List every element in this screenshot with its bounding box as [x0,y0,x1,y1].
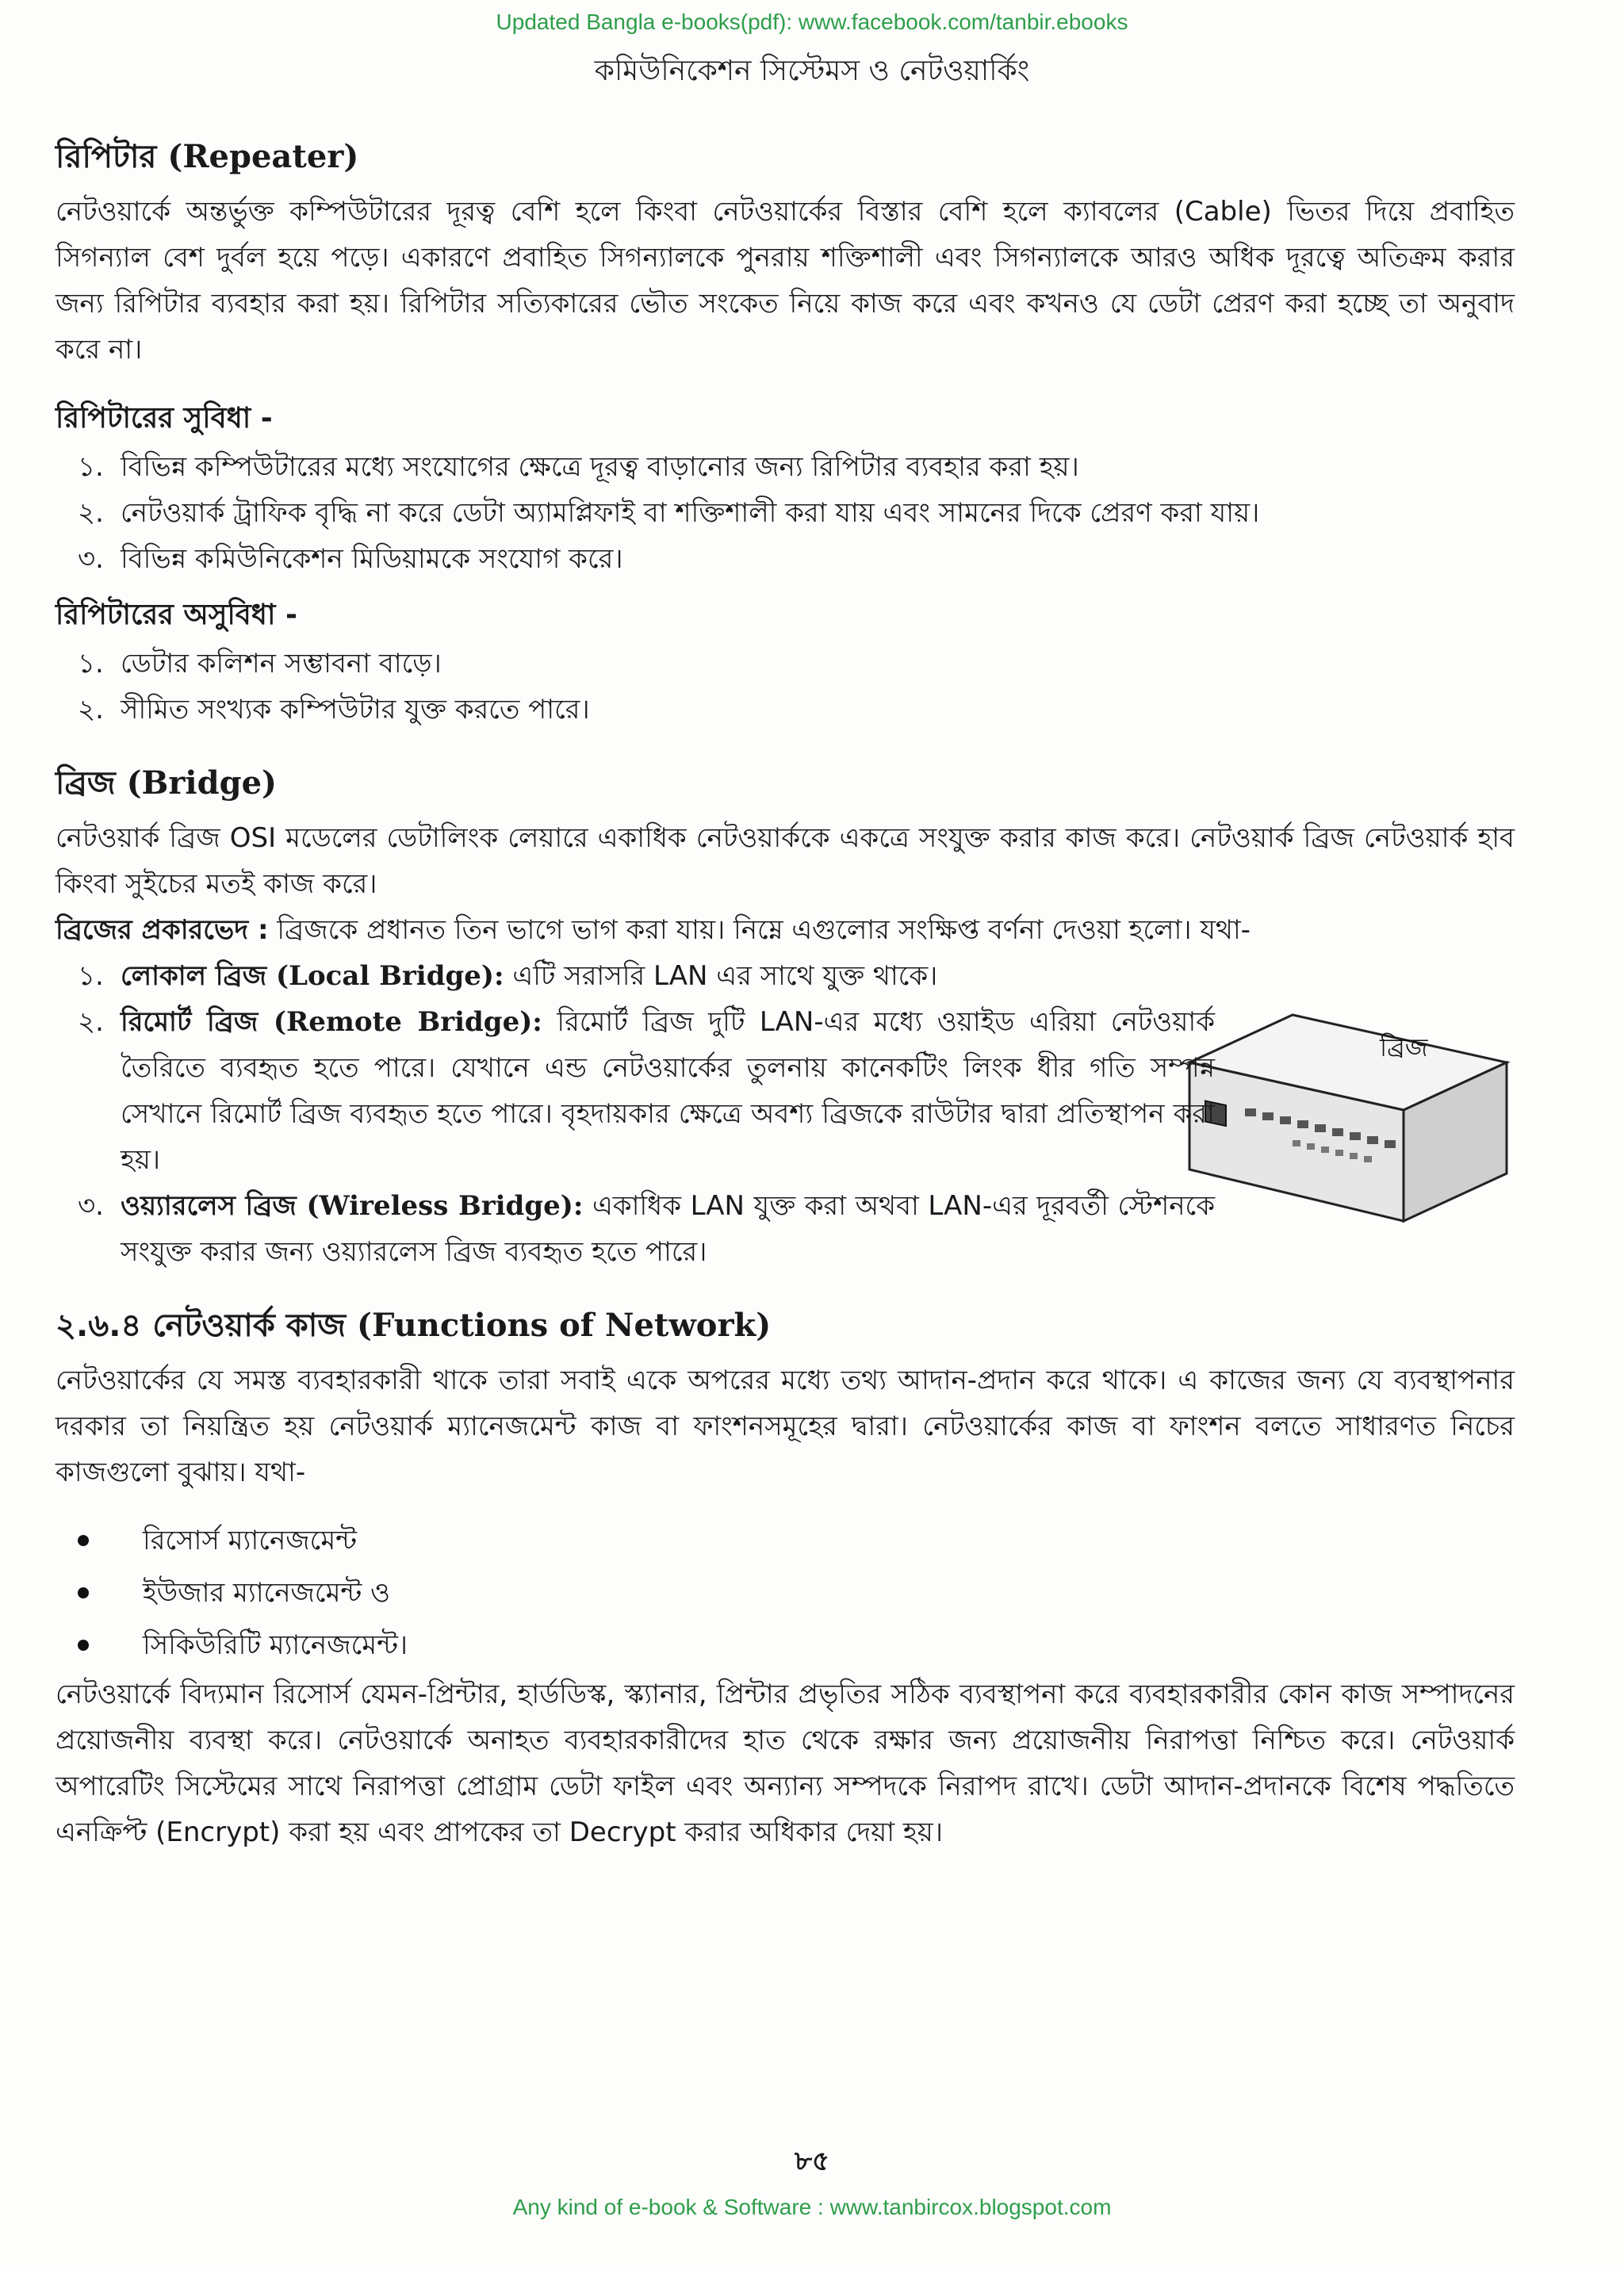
bridge-heading [56,761,1515,806]
bullet-icon [78,1587,89,1598]
list-item [56,953,1215,999]
list-item [56,1567,1515,1619]
repeater-advantages-heading: রিপিটারের সুবিধা - [56,402,273,434]
list-item [56,1183,1215,1275]
list-text: রিসোর্স ম্যানেজমেন্ট [143,1525,357,1556]
list-text: সিকিউরিটি ম্যানেজমেন্ট। [143,1629,408,1661]
running-header: কমিউনিকেশন সিস্টেমস ও নেটওয়ার্কিং [594,55,1030,87]
list-item [56,490,1515,536]
list-text: নেটওয়ার্ক ট্রাফিক বৃদ্ধি না করে ডেটা অ্যামপ্লিফাই বা শক্তিশালী করা যায় এবং সামনের দিকে প্রেরণ করা যায়। [121,497,1260,529]
term-bn: রিমোর্ট ব্রিজ [121,1006,259,1038]
list-text: ইউজার ম্যানেজমেন্ট ও [143,1577,391,1609]
list-item [56,444,1515,490]
list-item [56,641,1515,687]
list-term [121,1190,583,1222]
list-text: একাধিক LAN যুক্ত করা অথবা LAN-এর দূরবর্তী স্টেশনকে সংযুক্ত করার জন্য ওয়্যারলেস ব্রিজ ব্যবহৃত হতে পারে। [121,1190,1215,1268]
repeater-heading [56,135,1515,179]
bottom-watermark: Any kind of e-book & Software : www.tanbircox.blogspot.com [512,2195,1112,2219]
repeater-body: নেটওয়ার্কে অন্তর্ভুক্ত কম্পিউটারের দূরত্ব বেশি হলে কিংবা নেটওয়ার্কের বিস্তার বেশি হলে ক্যাবলের (Cable) ভিতর দিয়ে প্রবাহিত সিগন্যাল বেশ দুর্বল হয়ে পড়ে। একারণে প্রবাহিত সিগন্যালকে পুনরায় শক্তিশালী এবং সিগন্যালকে আরও অধিক দূরত্বে অতিক্রম করার জন্য রিপিটার ব্যবহার করা হয়। রিপিটার সত্যিকারের ভৌত সংকেত নিয়ে কাজ করে এবং কখনও যে ডেটা প্রেরণ করা হচ্ছে তা অনুবাদ করে না। [56,196,1515,366]
functions-heading-en: (Functions of Network) [357,1307,772,1344]
list-number: ১. [78,451,104,483]
repeater-disadvantages-heading: রিপিটারের অসুবিধা - [56,599,297,631]
list-text: রিমোর্ট ব্রিজ দুটি LAN-এর মধ্যে ওয়াইড এরিয়া নেটওয়ার্ক তৈরিতে ব্যবহৃত হতে পারে। যেখানে এন্ড নেটওয়ার্কের তুলনায় কানেকটিং লিংক ধীর গতি সম্পন্ন সেখানে রিমোর্ট ব্রিজ ব্যবহৃত হতে পারে। বৃহদায়কার ক্ষেত্রে অবশ্য ব্রিজকে রাউটার দ্বারা প্রতিস্থাপন করা হয়। [121,1006,1216,1176]
functions-heading [56,1303,1515,1348]
repeater-heading-bn: রিপিটার [56,139,157,175]
list-number: ৩. [78,543,104,575]
functions-body-1: নেটওয়ার্কের যে সমস্ত ব্যবহারকারী থাকে তারা সবাই একে অপরের মধ্যে তথ্য আদান-প্রদান করে থাকে। এ কাজের জন্য যে ব্যবস্থাপনার দরকার তা নিয়ন্ত্রিত হয় নেটওয়ার্ক ম্যানেজমেন্ট কাজ বা ফাংশনসমূহের দ্বারা। নেটওয়ার্কের কাজ বা ফাংশন বলতে সাধারণত নিচের কাজগুলো বুঝায়। যথা- [56,1365,1515,1488]
list-number: ২. [78,694,104,725]
bridge-heading-en: (Bridge) [126,764,277,802]
list-text: ডেটার কলিশন সম্ভাবনা বাড়ে। [121,648,442,679]
functions-heading-bn: নেটওয়ার্ক কাজ [152,1307,347,1344]
bridge-types-intro [56,907,1515,953]
list-number: ২. [78,1006,104,1038]
repeater-advantages-list [56,444,1515,582]
list-item [56,1619,1515,1671]
bullet-icon [78,1535,89,1546]
term-en: (Remote Bridge): [273,1006,542,1038]
top-watermark: Updated Bangla e-books(pdf): www.facebook.com/tanbir.ebooks [496,10,1128,34]
list-number: ২. [78,497,104,529]
list-item [56,999,1215,1183]
term-en: (Wireless Bridge): [306,1190,584,1222]
bridge-types-label: ব্রিজের প্রকারভেদ : [56,914,269,946]
bridge-types-intro-text: ব্রিজকে প্রধানত তিন ভাগে ভাগ করা যায়। নিম্নে এগুলোর সংক্ষিপ্ত বর্ণনা দেওয়া হলো। যথা- [277,914,1251,946]
bridge-body: নেটওয়ার্ক ব্রিজ OSI মডেলের ডেটালিংক লেয়ারে একাধিক নেটওয়ার্ককে একত্রে সংযুক্ত করার কাজ করে। নেটওয়ার্ক ব্রিজ নেটওয়ার্ক হাব কিংবা সুইচের মতই কাজ করে। [56,822,1515,900]
list-term [121,960,504,992]
bridge-device-illustration [1174,1007,1515,1237]
list-number: ৩. [78,1190,104,1222]
list-text: সীমিত সংখ্যক কম্পিউটার যুক্ত করতে পারে। [121,694,590,725]
term-bn: ওয়্যারলেস ব্রিজ [121,1190,297,1222]
list-text: বিভিন্ন কমিউনিকেশন মিডিয়ামকে সংযোগ করে। [121,543,623,575]
bridge-heading-bn: ব্রিজ [56,765,116,802]
term-bn: লোকাল ব্রিজ [121,960,267,992]
functions-body-2: নেটওয়ার্কে বিদ্যমান রিসোর্স যেমন-প্রিন্টার, হার্ডডিস্ক, স্ক্যানার, প্রিন্টার প্রভৃতির সঠিক ব্যবস্থাপনা করে ব্যবহারকারীর কোন কাজ সম্পাদনের প্রয়োজনীয় ব্যবস্থা করে। নেটওয়ার্কে অনাহত ব্যবহারকারীদের হাত থেকে রক্ষার জন্য প্রয়োজনীয় নিরাপত্তা নিশ্চিত করে। নেটওয়ার্ক অপারেটিং সিস্টেমের সাথে নিরাপত্তা প্রোগ্রাম ডেটা ফাইল এবং অন্যান্য সম্পদকে নিরাপদ রাখে। ডেটা আদান-প্রদানকে বিশেষ পদ্ধতিতে এনক্রিপ্ট (Encrypt) করা হয় এবং প্রাপকের তা Decrypt করার অধিকার দেয়া হয়। [56,1679,1515,1848]
page-content [56,135,1515,1855]
term-en: (Local Bridge): [275,960,504,992]
bridge-types-block [56,953,1515,1275]
list-text: এটি সরাসরি LAN এর সাথে যুক্ত থাকে। [512,960,938,992]
list-item [56,687,1515,733]
list-number: ১. [78,648,104,679]
list-term [121,1006,542,1038]
list-text: বিভিন্ন কম্পিউটারের মধ্যে সংযোগের ক্ষেত্রে দূরত্ব বাড়ানোর জন্য রিপিটার ব্যবহার করা হয়। [121,451,1079,483]
list-item [56,1514,1515,1567]
bridge-figure-label: ব্রিজ [1380,1032,1428,1062]
functions-bullet-list [56,1514,1515,1671]
page-number: ৮৫ [794,2146,830,2177]
bullet-icon [78,1640,89,1651]
list-item [56,536,1515,582]
functions-heading-number: ২.৬.৪ [56,1307,142,1344]
repeater-disadvantages-list [56,641,1515,733]
list-number: ১. [78,960,104,992]
repeater-heading-en: (Repeater) [167,138,359,175]
